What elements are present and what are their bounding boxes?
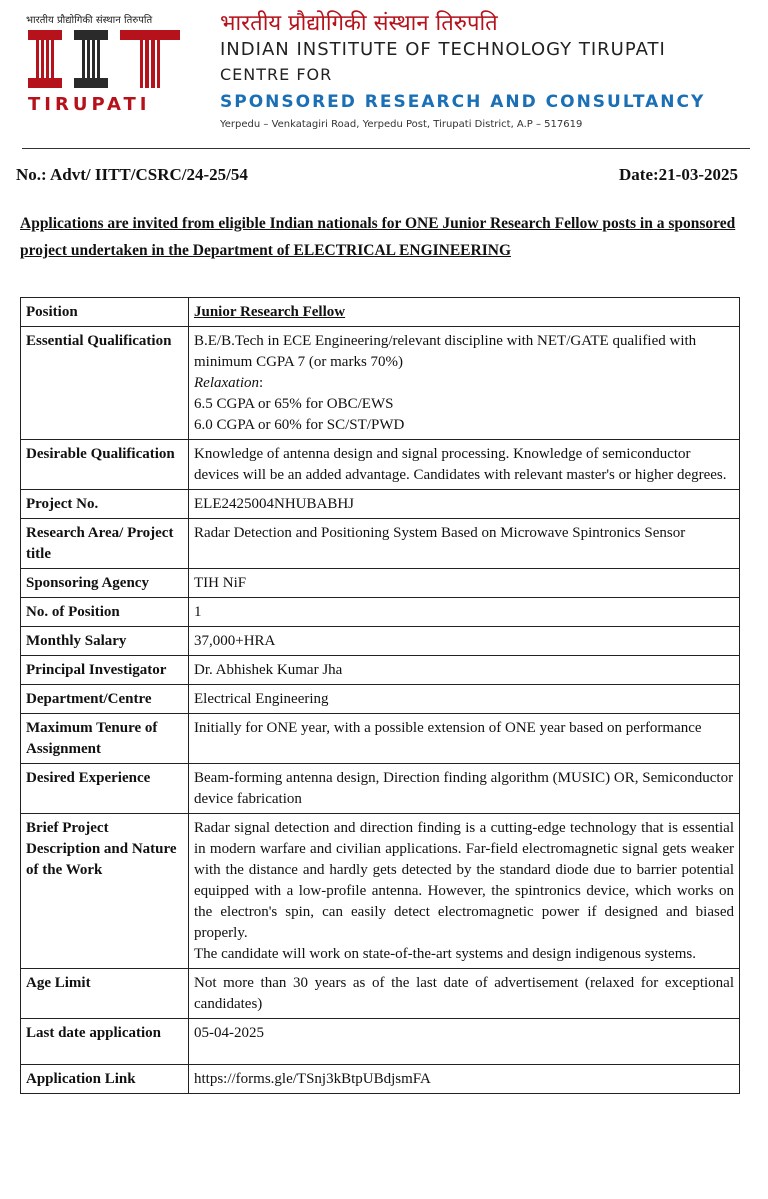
row-label: Project No. bbox=[21, 490, 189, 519]
row-value: Knowledge of antenna design and signal processing. Knowledge of semiconductor devices will be an added advantage. Candidates with relevant master's or higher degrees. bbox=[189, 440, 740, 490]
institute-hindi-name: भारतीय प्रौद्योगिकी संस्थान तिरुपति bbox=[220, 11, 498, 36]
table-row bbox=[21, 764, 740, 814]
table-row bbox=[21, 1065, 740, 1094]
relaxation-obc: 6.5 CGPA or 65% for OBC/EWS bbox=[194, 396, 394, 412]
header-divider bbox=[22, 148, 750, 149]
position-details-table bbox=[20, 297, 740, 1094]
row-label: Desirable Qualification bbox=[21, 440, 189, 490]
application-link[interactable]: https://forms.gle/TSnj3kBtpUBdjsmFA bbox=[189, 1065, 740, 1094]
advert-headline: Applications are invited from eligible Indian nationals for ONE Junior Research Fellow posts in a sponsored project undertaken in the Department of ELECTRICAL ENGINEERING bbox=[20, 215, 736, 259]
row-value bbox=[189, 298, 740, 327]
logo-wordmark: TIRUPATI bbox=[28, 94, 151, 115]
table-row bbox=[21, 490, 740, 519]
row-label: Monthly Salary bbox=[21, 627, 189, 656]
row-label: Essential Qualification bbox=[21, 327, 189, 440]
row-label: Desired Experience bbox=[21, 764, 189, 814]
advert-number: No.: Advt/ IITT/CSRC/24-25/54 bbox=[16, 165, 248, 184]
row-label: Brief Project Description and Nature of the Work bbox=[21, 814, 189, 969]
row-value: Dr. Abhishek Kumar Jha bbox=[189, 656, 740, 685]
table-row bbox=[21, 1019, 740, 1065]
advert-date: Date:21-03-2025 bbox=[619, 165, 738, 184]
row-value bbox=[189, 327, 740, 440]
position-title: Junior Research Fellow bbox=[194, 304, 346, 320]
row-value: 1 bbox=[189, 598, 740, 627]
row-value bbox=[189, 814, 740, 969]
row-label: No. of Position bbox=[21, 598, 189, 627]
table-row bbox=[21, 714, 740, 764]
row-label: Position bbox=[21, 298, 189, 327]
table-row bbox=[21, 656, 740, 685]
table-row bbox=[21, 569, 740, 598]
row-label: Last date application bbox=[21, 1019, 189, 1065]
institute-address: Yerpedu – Venkatagiri Road, Yerpedu Post, Tirupati District, A.P – 517619 bbox=[220, 119, 583, 130]
row-value: 37,000+HRA bbox=[189, 627, 740, 656]
table-row bbox=[21, 298, 740, 327]
row-value: Beam-forming antenna design, Direction finding algorithm (MUSIC) OR, Semiconductor device fabrication bbox=[189, 764, 740, 814]
row-label: Maximum Tenure of Assignment bbox=[21, 714, 189, 764]
iit-tirupati-logo bbox=[22, 12, 187, 122]
table-row bbox=[21, 519, 740, 569]
centre-for-label: CENTRE FOR bbox=[220, 65, 333, 84]
table-row bbox=[21, 814, 740, 969]
table-row bbox=[21, 598, 740, 627]
centre-name: SPONSORED RESEARCH AND CONSULTANCY bbox=[220, 92, 706, 112]
table-row bbox=[21, 969, 740, 1019]
row-label: Department/Centre bbox=[21, 685, 189, 714]
row-value: Initially for ONE year, with a possible extension of ONE year based on performance bbox=[189, 714, 740, 764]
row-label: Age Limit bbox=[21, 969, 189, 1019]
table-row bbox=[21, 327, 740, 440]
table-row bbox=[21, 440, 740, 490]
nature-of-work: The candidate will work on state-of-the-art systems and design indigenous systems. bbox=[194, 946, 696, 962]
logo-hindi-text: भारतीय प्रौद्योगिकी संस्थान तिरुपति bbox=[26, 15, 153, 26]
project-description: Radar signal detection and direction finding is a cutting-edge technology that is essential in modern warfare and civilian applications. Far-field electromagnetic signal gets weaker with the distance and hardly gets detected by the standard diode due to barrier potential equipped with a low-profile antenna. However, the spintronics device, which works on the electron's spin, can easily detect electromagnetic power if designed and biased properly. bbox=[194, 820, 734, 941]
row-label: Research Area/ Project title bbox=[21, 519, 189, 569]
row-value: Electrical Engineering bbox=[189, 685, 740, 714]
row-value: TIH NiF bbox=[189, 569, 740, 598]
relaxation-heading: Relaxation: bbox=[194, 375, 264, 391]
row-value: ELE2425004NHUBABHJ bbox=[189, 490, 740, 519]
institute-name: INDIAN INSTITUTE OF TECHNOLOGY TIRUPATI bbox=[220, 39, 666, 60]
table-row bbox=[21, 685, 740, 714]
row-value: Radar Detection and Positioning System Based on Microwave Spintronics Sensor bbox=[189, 519, 740, 569]
row-label: Application Link bbox=[21, 1065, 189, 1094]
row-label: Sponsoring Agency bbox=[21, 569, 189, 598]
row-label: Principal Investigator bbox=[21, 656, 189, 685]
institute-block bbox=[220, 10, 760, 134]
relaxation-sc: 6.0 CGPA or 60% for SC/ST/PWD bbox=[194, 417, 405, 433]
table-row bbox=[21, 627, 740, 656]
letterhead bbox=[0, 0, 768, 150]
row-value: 05-04-2025 bbox=[189, 1019, 740, 1065]
row-value: Not more than 30 years as of the last date of advertisement (relaxed for exceptional candidates) bbox=[189, 969, 740, 1019]
essential-qualification-text: B.E/B.Tech in ECE Engineering/relevant discipline with NET/GATE qualified with minimum CGPA 7 (or marks 70%) bbox=[194, 333, 697, 370]
iit-emblem-icon bbox=[26, 28, 184, 90]
